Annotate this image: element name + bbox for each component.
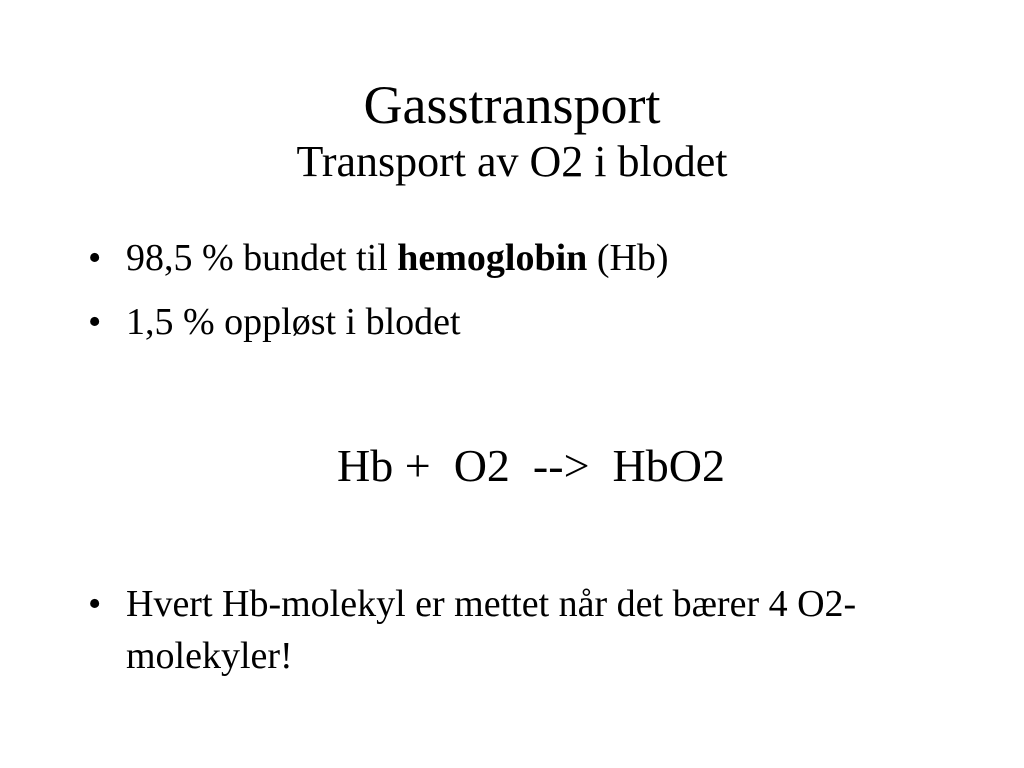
slide-title: Gasstransport — [363, 75, 661, 135]
bullet-item-saturation — [88, 578, 948, 682]
title-block — [0, 74, 1024, 188]
bullet-text: 1,5 % oppløst i blodet — [126, 301, 461, 343]
bullet-text-prefix: 98,5 % bundet til — [126, 237, 398, 279]
bullet-dot-icon: • — [88, 301, 102, 343]
bullet-dot-icon: • — [88, 583, 102, 625]
bullet-item-dissolved — [88, 296, 948, 348]
bullet-list-bottom — [88, 578, 948, 682]
bullet-text: Hvert Hb-molekyl er mettet når det bærer 4 O2-molekyler! — [126, 583, 857, 677]
bullet-dot-icon: • — [88, 237, 102, 279]
reaction-equation: Hb + O2 --> HbO2 — [337, 440, 725, 491]
bullet-list-top — [88, 232, 948, 360]
bullet-text-suffix: (Hb) — [587, 237, 669, 279]
bullet-item-hemoglobin — [88, 232, 948, 284]
bullet-bold-term: hemoglobin — [397, 237, 588, 279]
slide-subtitle: Transport av O2 i blodet — [296, 137, 728, 186]
